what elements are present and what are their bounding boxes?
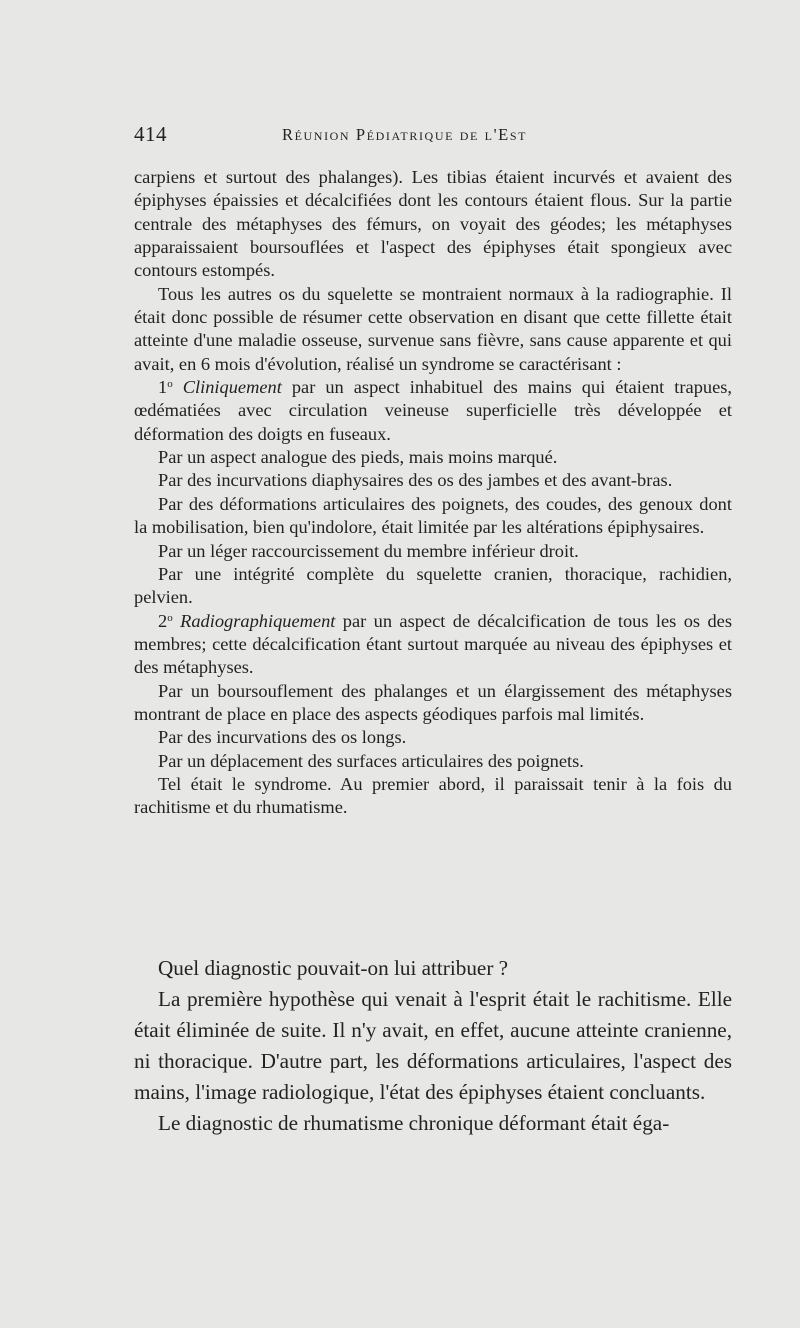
page-header bbox=[134, 122, 732, 152]
list-number: 1 bbox=[158, 377, 168, 398]
discussion-text-block bbox=[134, 953, 732, 1138]
paragraph-clinical bbox=[134, 376, 732, 446]
paragraph: Par un boursouflement des phalanges et un élargissement des métaphyses montrant de place en place des aspects géodiques parfois mal limités. bbox=[134, 680, 732, 724]
main-text-block bbox=[134, 166, 732, 820]
paragraph: Le diagnostic de rhumatisme chronique déformant était éga- bbox=[158, 1110, 670, 1135]
italic-term: Radiographiquement bbox=[180, 610, 336, 631]
paragraph: Par un déplacement des surfaces articulaires des poignets. bbox=[158, 750, 584, 771]
paragraph: Par une intégrité complète du squelette cranien, thoracique, rachidien, pelvien. bbox=[134, 563, 732, 608]
page-number: 414 bbox=[134, 122, 167, 146]
paragraph: Quel diagnostic pouvait-on lui attribuer ? bbox=[158, 956, 509, 980]
paragraph: Par des déformations articulaires des poignets, des coudes, des genoux dont la mobilisation, bien qu'indolore, était limitée par les altérations épiphysaires. bbox=[134, 493, 732, 538]
paragraph: Par des incurvations des os longs. bbox=[158, 727, 407, 748]
paragraph: Par un léger raccourcissement du membre inférieur droit. bbox=[158, 540, 579, 561]
paragraph-text: par un aspect inhabituel des mains qui étaient trapues, œdématiées avec circulation veineuse superficielle très développée et déformation des doigts en fuseaux. bbox=[134, 377, 733, 444]
ordinal-superscript: o bbox=[167, 378, 173, 391]
paragraph-text: par un aspect de décalcification de tous les os des membres; cette décalcification étant surtout marquée au niveau des épiphyses et des métaphyses. bbox=[134, 610, 732, 678]
ordinal-superscript: o bbox=[167, 611, 173, 624]
paragraph-radiographic bbox=[134, 610, 732, 680]
paragraph: Par un aspect analogue des pieds, mais moins marqué. bbox=[158, 447, 558, 468]
list-number: 2 bbox=[158, 610, 168, 631]
paragraph: Tous les autres os du squelette se montraient normaux à la radiographie. Il était donc possible de résumer cette observation en disant que cette fillette était atteinte d'une maladie osseuse, survenue sans fièvre, sans cause apparente et qui avait, en 6 mois d'évolution, réalisé un syndrome se caractérisant : bbox=[134, 283, 732, 374]
italic-term: Cliniquement bbox=[182, 377, 282, 398]
paragraph: Tel était le syndrome. Au premier abord, il paraissait tenir à la fois du rachitisme et du rhumatisme. bbox=[134, 773, 732, 818]
paragraph: carpiens et surtout des phalanges). Les tibias étaient incurvés et avaient des épiphyses épaissies et décalcifiées dont les contours étaient flous. Sur la partie centrale des métaphyses des fémurs, on voyait des géodes; les métaphyses apparaissaient boursouflées et l'aspect des épiphyses était spongieux avec contours estompés. bbox=[134, 167, 732, 281]
paragraph: La première hypothèse qui venait à l'esprit était le rachitisme. Elle était éliminée de suite. Il n'y avait, en effet, aucune atteinte cranienne, ni thoracique. D'autre part, les déformations articulaires, l'aspect des mains, l'image radiologique, l'état des épiphyses étaient concluants. bbox=[134, 986, 732, 1104]
paragraph: Par des incurvations diaphysaires des os des jambes et des avant-bras. bbox=[158, 470, 673, 491]
running-title: Réunion Pédiatrique de l'Est bbox=[282, 125, 528, 144]
